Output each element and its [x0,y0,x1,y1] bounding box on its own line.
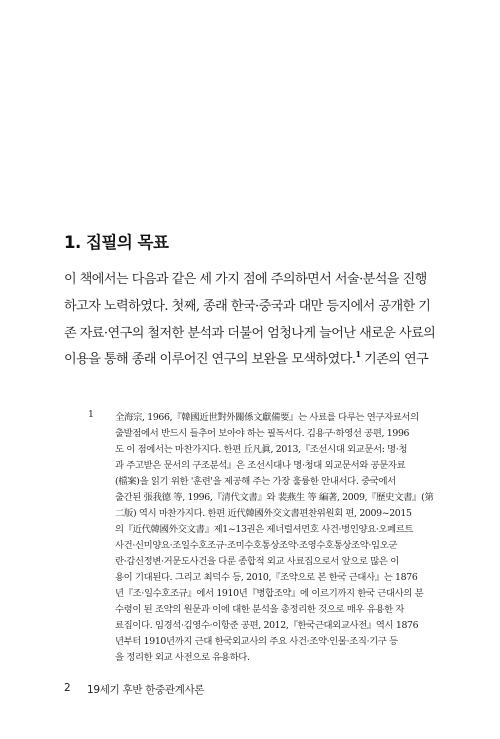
footnote-line: 도 이 점에서는 마찬가지다. 한편 丘凡眞, 2013,『조선시대 외교문서: 명·청 [115,444,408,455]
footnote-line: 의『近代韓國外交文書』제1~13권은 제너럴셔먼호 사건·병인양요·오페르트 [115,524,414,535]
running-title: 19세기 후반 한중관계사론 [87,684,205,696]
footnote-reference: 1 [355,348,361,359]
footnote-line: 년부터 1910년까지 근대 한국외교사의 주요 사건·조약·인물·조직·기구 등 [115,636,398,647]
footnote-line: 료집이다. 임경석·김영수·이항준 공편, 2012,『한국근대외교사전』역시 1876 [115,620,419,631]
footnote-line: 二版) 역시 마찬가지다. 한편 近代韓國外交文書편찬위원회 편, 2009~2015 [115,508,412,519]
footnote-line: 수령이 된 조약의 원문과 이에 대한 분석을 총정리한 것으로 매우 유용한 자 [115,604,405,615]
footnote-line: 출간된 張我德 等, 1996,『清代文書』와 裴燕生 等 編著, 2009,『歷史文書』(第 [115,492,434,503]
section-heading: 1. 집필의 목표 [64,233,169,252]
footnote-line: (檔案)을 읽기 위한 '훈련'을 제공해 주는 가장 훌륭한 안내서다. 중국에서 [115,476,396,487]
page-number: 2 [64,682,71,694]
footnote-line: 용이 기대된다. 그리고 최덕수 등, 2010,『조약으로 본 한국 근대사』는 1876 [115,572,418,583]
paragraph-line: 이 책에서는 다음과 같은 세 가지 점에 주의하면서 서술·분석을 진행 [64,272,427,287]
footnote-line: 과 주고받은 문서의 구조분석』은 조선시대나 명·청대 외교문서와 공문자료 [115,460,406,471]
paragraph-line: 하고자 노력하였다. 첫째, 종래 한국·중국과 대만 등지에서 공개한 기 [64,299,431,314]
footnote-number: 1 [88,409,94,420]
footnote-line: 출발점에서 반드시 들추어 보아야 하는 필독서다. 김용구·하영선 공편, 1996 [115,428,410,439]
paragraph-line [64,348,428,367]
paragraph-line-text: 기존의 연구 [360,352,429,367]
footnote-line: 을 정리한 외교 사전으로 유용하다. [115,652,250,663]
paragraph-line-text: 이용을 통해 종래 이루어진 연구의 보완을 모색하였다. [64,352,356,367]
paragraph-line: 존 자료·연구의 철저한 분석과 더불어 엄청나게 늘어난 새로운 사료의 [64,326,436,341]
footnote-line: 년『조·일수호조규』에서 1910년『병합조약』에 이르기까지 한국 근대사의 분 [115,588,424,599]
footnote-line: 사건·신미양요·조일수호조규·조미수호통상조약·조영수호통상조약·임오군 [115,540,398,551]
footnote-line: 란·갑신정변·거문도사건을 다룬 종합적 외교 사료집으로서 앞으로 많은 이 [115,556,399,567]
footnote-line: 全海宗, 1966,『韓國近世對外關係文獻備要』는 사료를 다루는 연구자료서의 [115,412,419,423]
